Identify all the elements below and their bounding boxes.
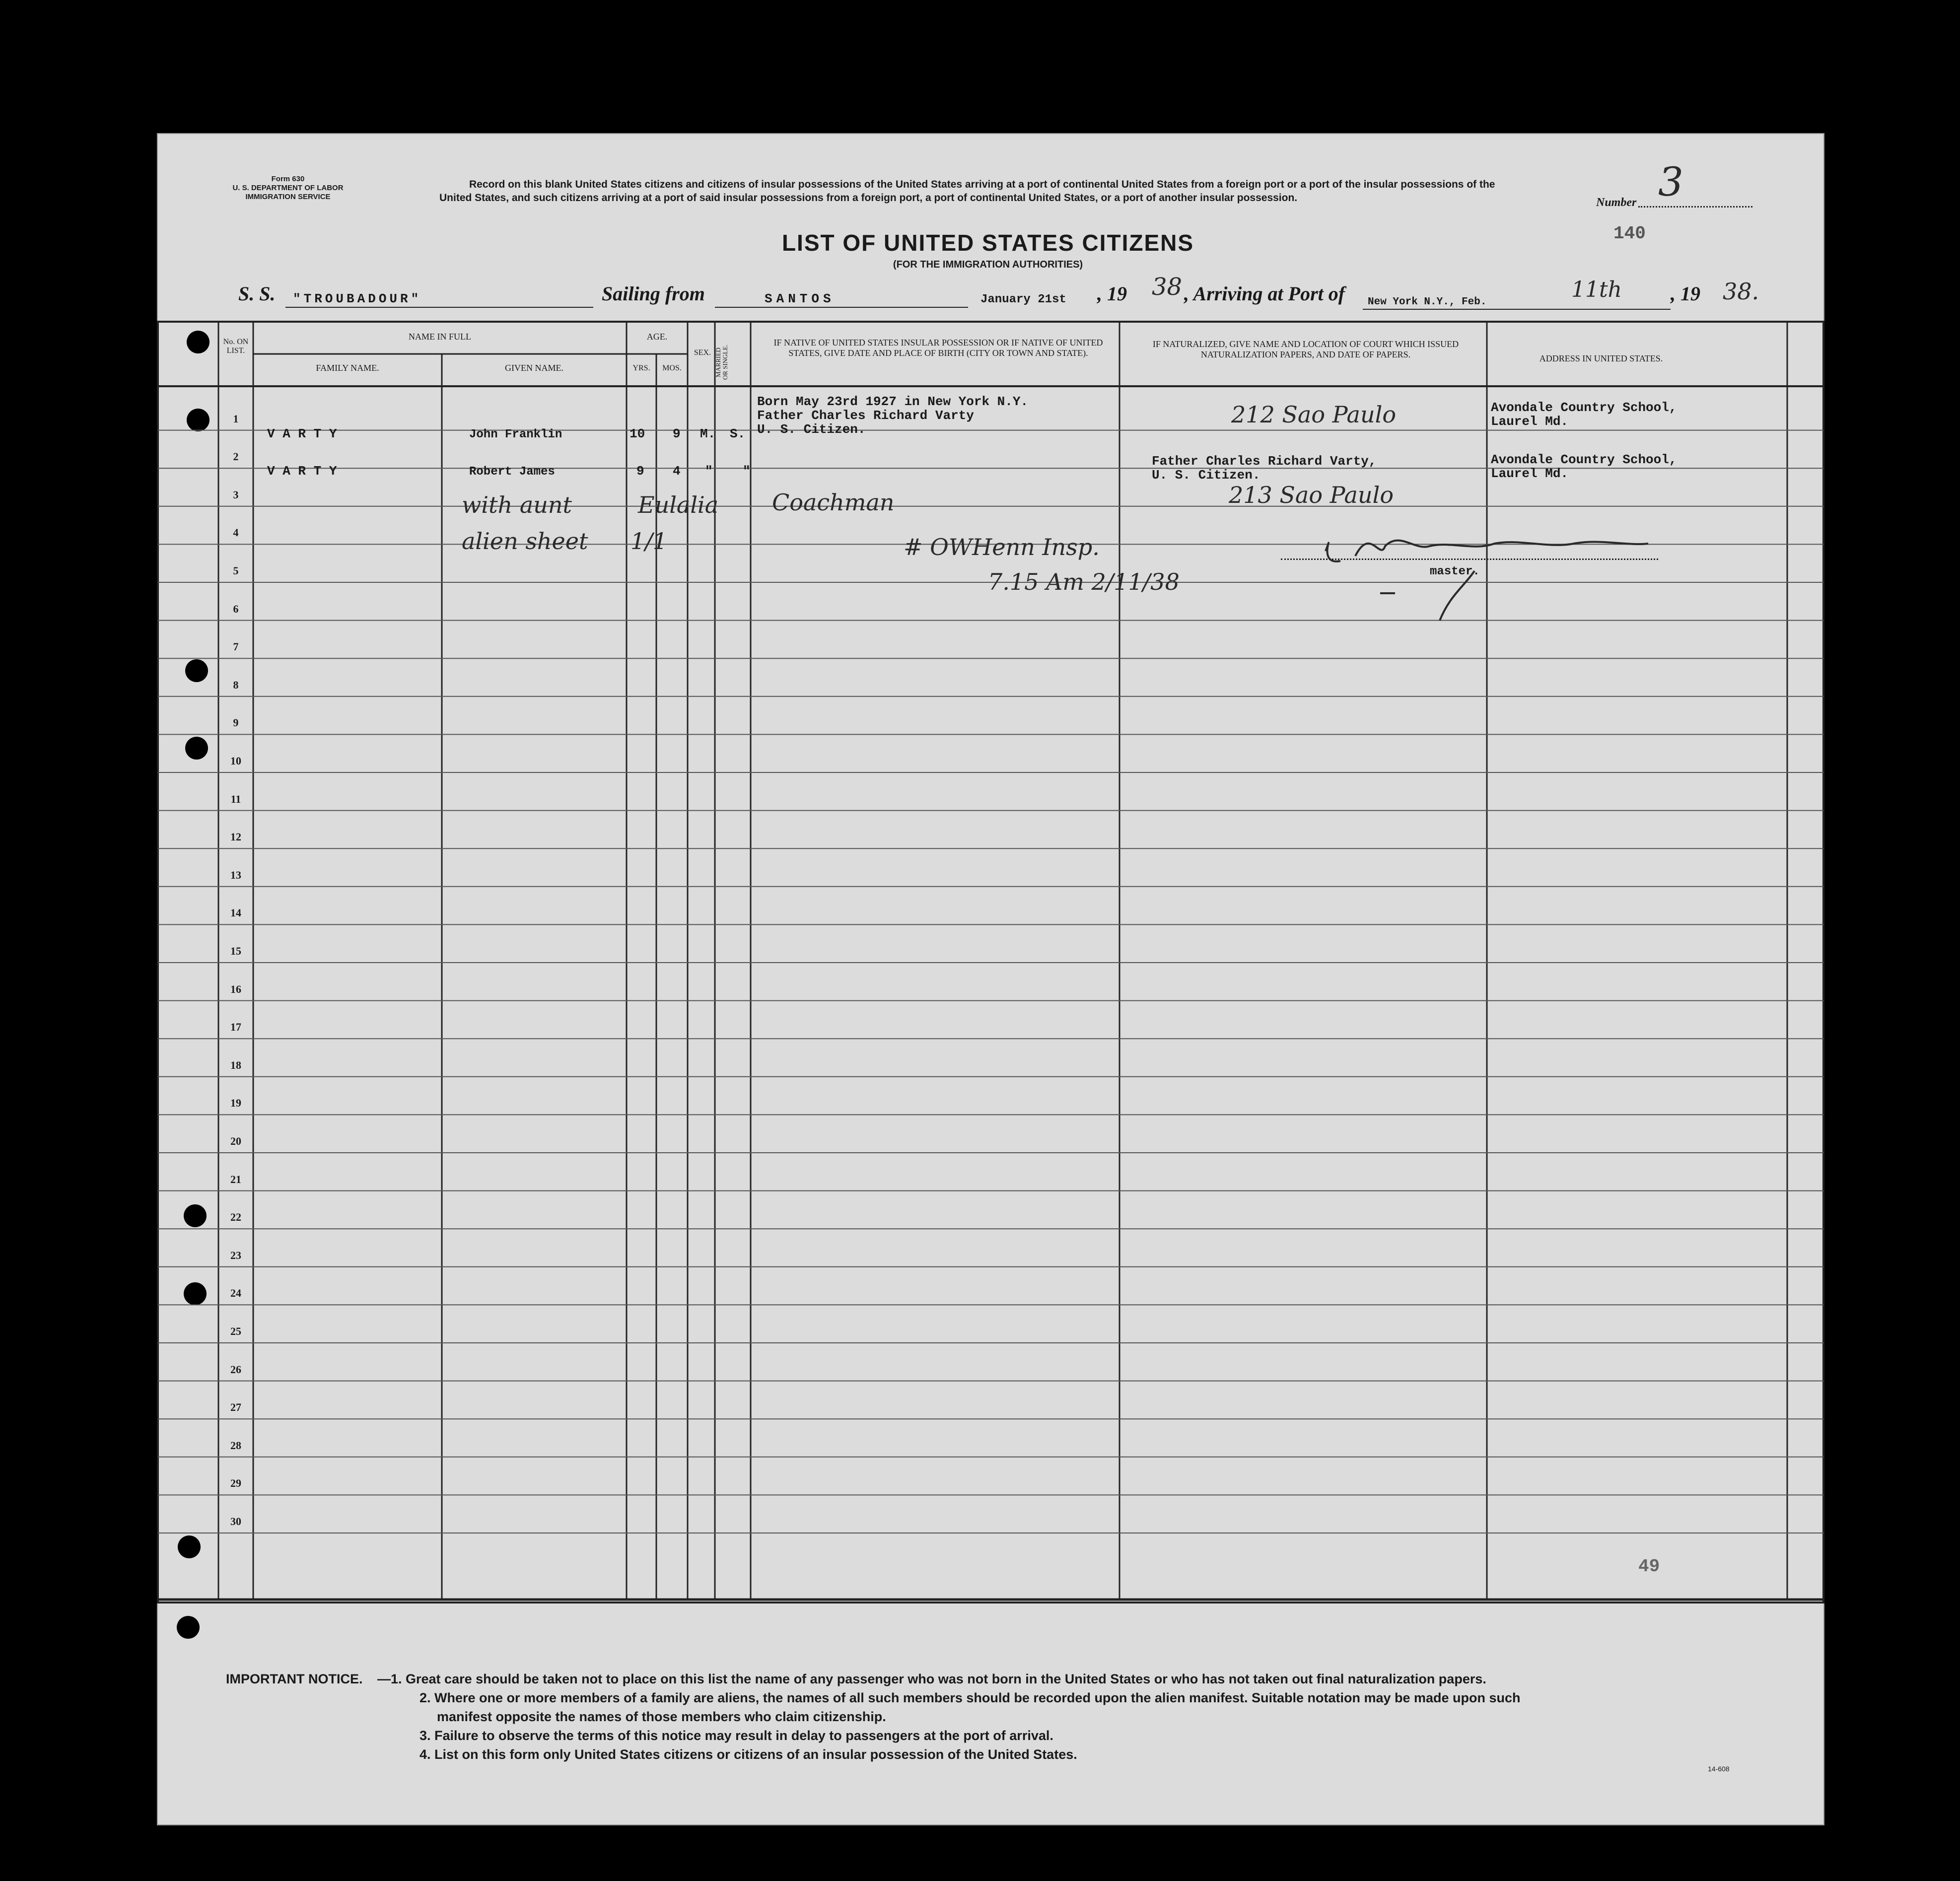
stamp-number: 140 bbox=[1613, 223, 1646, 244]
signature-strokes bbox=[1326, 541, 1648, 621]
row1-family-name: V A R T Y bbox=[267, 426, 337, 441]
notice-item-2-cont: manifest opposite the names of those members who claim citizenship. bbox=[437, 1709, 886, 1724]
row-number: 29 bbox=[230, 1477, 241, 1490]
ship-name: "TROUBADOUR" bbox=[293, 291, 422, 306]
intro-text: Record on this blank United States citizens and citizens of insular possessions of the United States arriving at a port of continental United States from a foreign port or a port of the insular possessions of the United States, and such citizens arriving at a port of said insular possessions from a foreign port, a port of continental United States, or a port of another insular possession. bbox=[439, 179, 1495, 204]
row2-address: Avondale Country School, Laurel Md. bbox=[1491, 452, 1677, 481]
row-number: 20 bbox=[230, 1135, 241, 1147]
row-number: 3 bbox=[233, 488, 239, 501]
row-number: 16 bbox=[230, 982, 241, 995]
number-label: Number bbox=[1596, 196, 1637, 209]
header-insular: IF NATIVE OF UNITED STATES INSULAR POSSESSION OR IF NATIVE OF UNITED STATES, GIVE DATE AND PLACE OF BIRTH (CITY OR TOWN AND STATE). bbox=[773, 338, 1103, 358]
notice-item-4: 4. List on this form only United States citizens or citizens of an insular possession of the United States. bbox=[420, 1747, 1077, 1762]
row-number: 13 bbox=[230, 868, 241, 881]
notice-item-2: 2. Where one or more members of a family are aliens, the names of all such members should be recorded upon the alien manifest. Suitable notation may be made upon such bbox=[420, 1690, 1521, 1705]
row-number: 26 bbox=[230, 1363, 241, 1376]
row-number: 4 bbox=[233, 526, 239, 539]
row-number: 2 bbox=[233, 450, 239, 463]
arrival-port: New York N.Y., Feb. bbox=[1368, 296, 1487, 308]
sailing-date: January 21st bbox=[980, 293, 1066, 306]
form-number: Form 630 bbox=[271, 175, 305, 183]
header-married-single: MARRIED OR SINGLE. bbox=[714, 345, 729, 380]
page-title: LIST OF UNITED STATES CITIZENS bbox=[781, 230, 1194, 256]
year-prefix-2: , 19 bbox=[1671, 282, 1700, 305]
year-prefix-1: , 19 bbox=[1097, 282, 1127, 305]
row-number: 21 bbox=[230, 1173, 241, 1185]
row2-naturalized: Father Charles Richard Varty, U. S. Citizen. bbox=[1152, 454, 1377, 483]
notice-heading: IMPORTANT NOTICE. bbox=[226, 1672, 363, 1686]
number-value: 3 bbox=[1658, 159, 1683, 205]
row-number: 1 bbox=[233, 412, 239, 425]
notice-item-3: 3. Failure to observe the terms of this notice may result in delay to passengers at the port of arrival. bbox=[420, 1728, 1053, 1743]
row-number: 23 bbox=[230, 1249, 241, 1261]
row2-mos: 4 bbox=[673, 464, 681, 479]
row1-marital: S. bbox=[730, 426, 746, 441]
header-no-on-list: No. ON LIST. bbox=[223, 338, 249, 355]
sailing-port: SANTOS bbox=[765, 291, 835, 306]
handwriting-212-sao-paulo: 212 Sao Paulo bbox=[1231, 401, 1397, 428]
row-number: 5 bbox=[233, 564, 239, 577]
arriving-label: , Arriving at Port of bbox=[1184, 282, 1345, 305]
row-number: 11 bbox=[230, 792, 241, 805]
sailing-label: Sailing from bbox=[602, 282, 705, 305]
row-number: 19 bbox=[230, 1097, 241, 1110]
header-sex: SEX. bbox=[694, 348, 711, 357]
header-name-in-full: NAME IN FULL bbox=[409, 332, 471, 342]
row-number: 30 bbox=[230, 1515, 241, 1528]
service: IMMIGRATION SERVICE bbox=[245, 193, 331, 201]
header-family-name: FAMILY NAME. bbox=[316, 363, 379, 373]
row1-birth: Born May 23rd 1927 in New York N.Y. Father Charles Richard Varty U. S. Citizen. bbox=[757, 394, 1029, 437]
master-label: master. bbox=[1430, 565, 1480, 578]
arrival-day: 11th bbox=[1571, 277, 1622, 302]
handwriting-inspector: # OWHenn Insp. bbox=[904, 534, 1100, 560]
handwriting-alien-sheet: alien sheet bbox=[462, 528, 588, 555]
header-age: AGE. bbox=[646, 332, 668, 342]
handwriting-coachman: Coachman bbox=[772, 489, 895, 516]
row2-given-name: Robert James bbox=[469, 465, 555, 479]
row-number: 27 bbox=[230, 1401, 241, 1414]
row2-yrs: 9 bbox=[636, 464, 644, 479]
row-number: 12 bbox=[230, 831, 241, 843]
header-mos: MOS. bbox=[662, 364, 682, 372]
row1-given-name: John Franklin bbox=[469, 428, 562, 441]
row-number: 7 bbox=[233, 640, 239, 653]
row-number: 28 bbox=[230, 1439, 241, 1452]
row1-mos: 9 bbox=[673, 426, 681, 441]
row-number: 22 bbox=[230, 1211, 241, 1224]
header-naturalized: IF NATURALIZED, GIVE NAME AND LOCATION OF COURT WHICH ISSUED NATURALIZATION PAPERS, AND DATE OF PAPERS. bbox=[1152, 339, 1459, 359]
row1-yrs: 10 bbox=[630, 426, 645, 441]
arrival-year: 38. bbox=[1723, 278, 1759, 305]
row2-marital: " bbox=[743, 464, 751, 479]
header-address: ADDRESS IN UNITED STATES. bbox=[1539, 353, 1663, 363]
row2-sex: " bbox=[705, 464, 713, 479]
row-number: 8 bbox=[233, 678, 239, 691]
ss-label: S. S. bbox=[238, 282, 276, 305]
row1-address: Avondale Country School, Laurel Md. bbox=[1491, 400, 1677, 429]
row-number: 15 bbox=[230, 945, 241, 957]
handwriting-213-sao-paulo: 213 Sao Paulo bbox=[1229, 482, 1394, 508]
header-yrs: YRS. bbox=[632, 364, 650, 372]
row-number: 25 bbox=[230, 1325, 241, 1337]
handwriting-eulalia: Eulalia bbox=[638, 491, 719, 518]
department: U. S. DEPARTMENT OF LABOR bbox=[232, 184, 344, 192]
master-signature-line bbox=[1281, 558, 1658, 560]
row-number: 24 bbox=[230, 1287, 241, 1300]
page-number: 49 bbox=[1638, 1556, 1660, 1577]
handwriting-with-aunt: with aunt bbox=[462, 491, 572, 518]
notice-code: 14-608 bbox=[1708, 1765, 1730, 1773]
notice-item-1: —1. Great care should be taken not to place on this list the name of any passenger who was not born in the United States or who has not taken out final naturalization papers. bbox=[377, 1672, 1486, 1686]
row1-sex: M. bbox=[700, 426, 716, 441]
row-number: 6 bbox=[233, 602, 239, 615]
row-number: 14 bbox=[230, 906, 241, 919]
row-number: 9 bbox=[233, 716, 239, 729]
row-number: 17 bbox=[230, 1021, 241, 1034]
row-number: 18 bbox=[230, 1058, 241, 1071]
handwriting-one-of-one: 1/1 bbox=[630, 528, 668, 555]
handwriting-time-date: 7.15 Am 2/11/38 bbox=[988, 568, 1180, 595]
header-given-name: GIVEN NAME. bbox=[505, 363, 563, 373]
row2-family-name: V A R T Y bbox=[267, 464, 337, 479]
page-subtitle: (FOR THE IMMIGRATION AUTHORITIES) bbox=[893, 259, 1083, 270]
sailing-year: 38 bbox=[1152, 273, 1183, 301]
row-number: 10 bbox=[230, 755, 241, 767]
